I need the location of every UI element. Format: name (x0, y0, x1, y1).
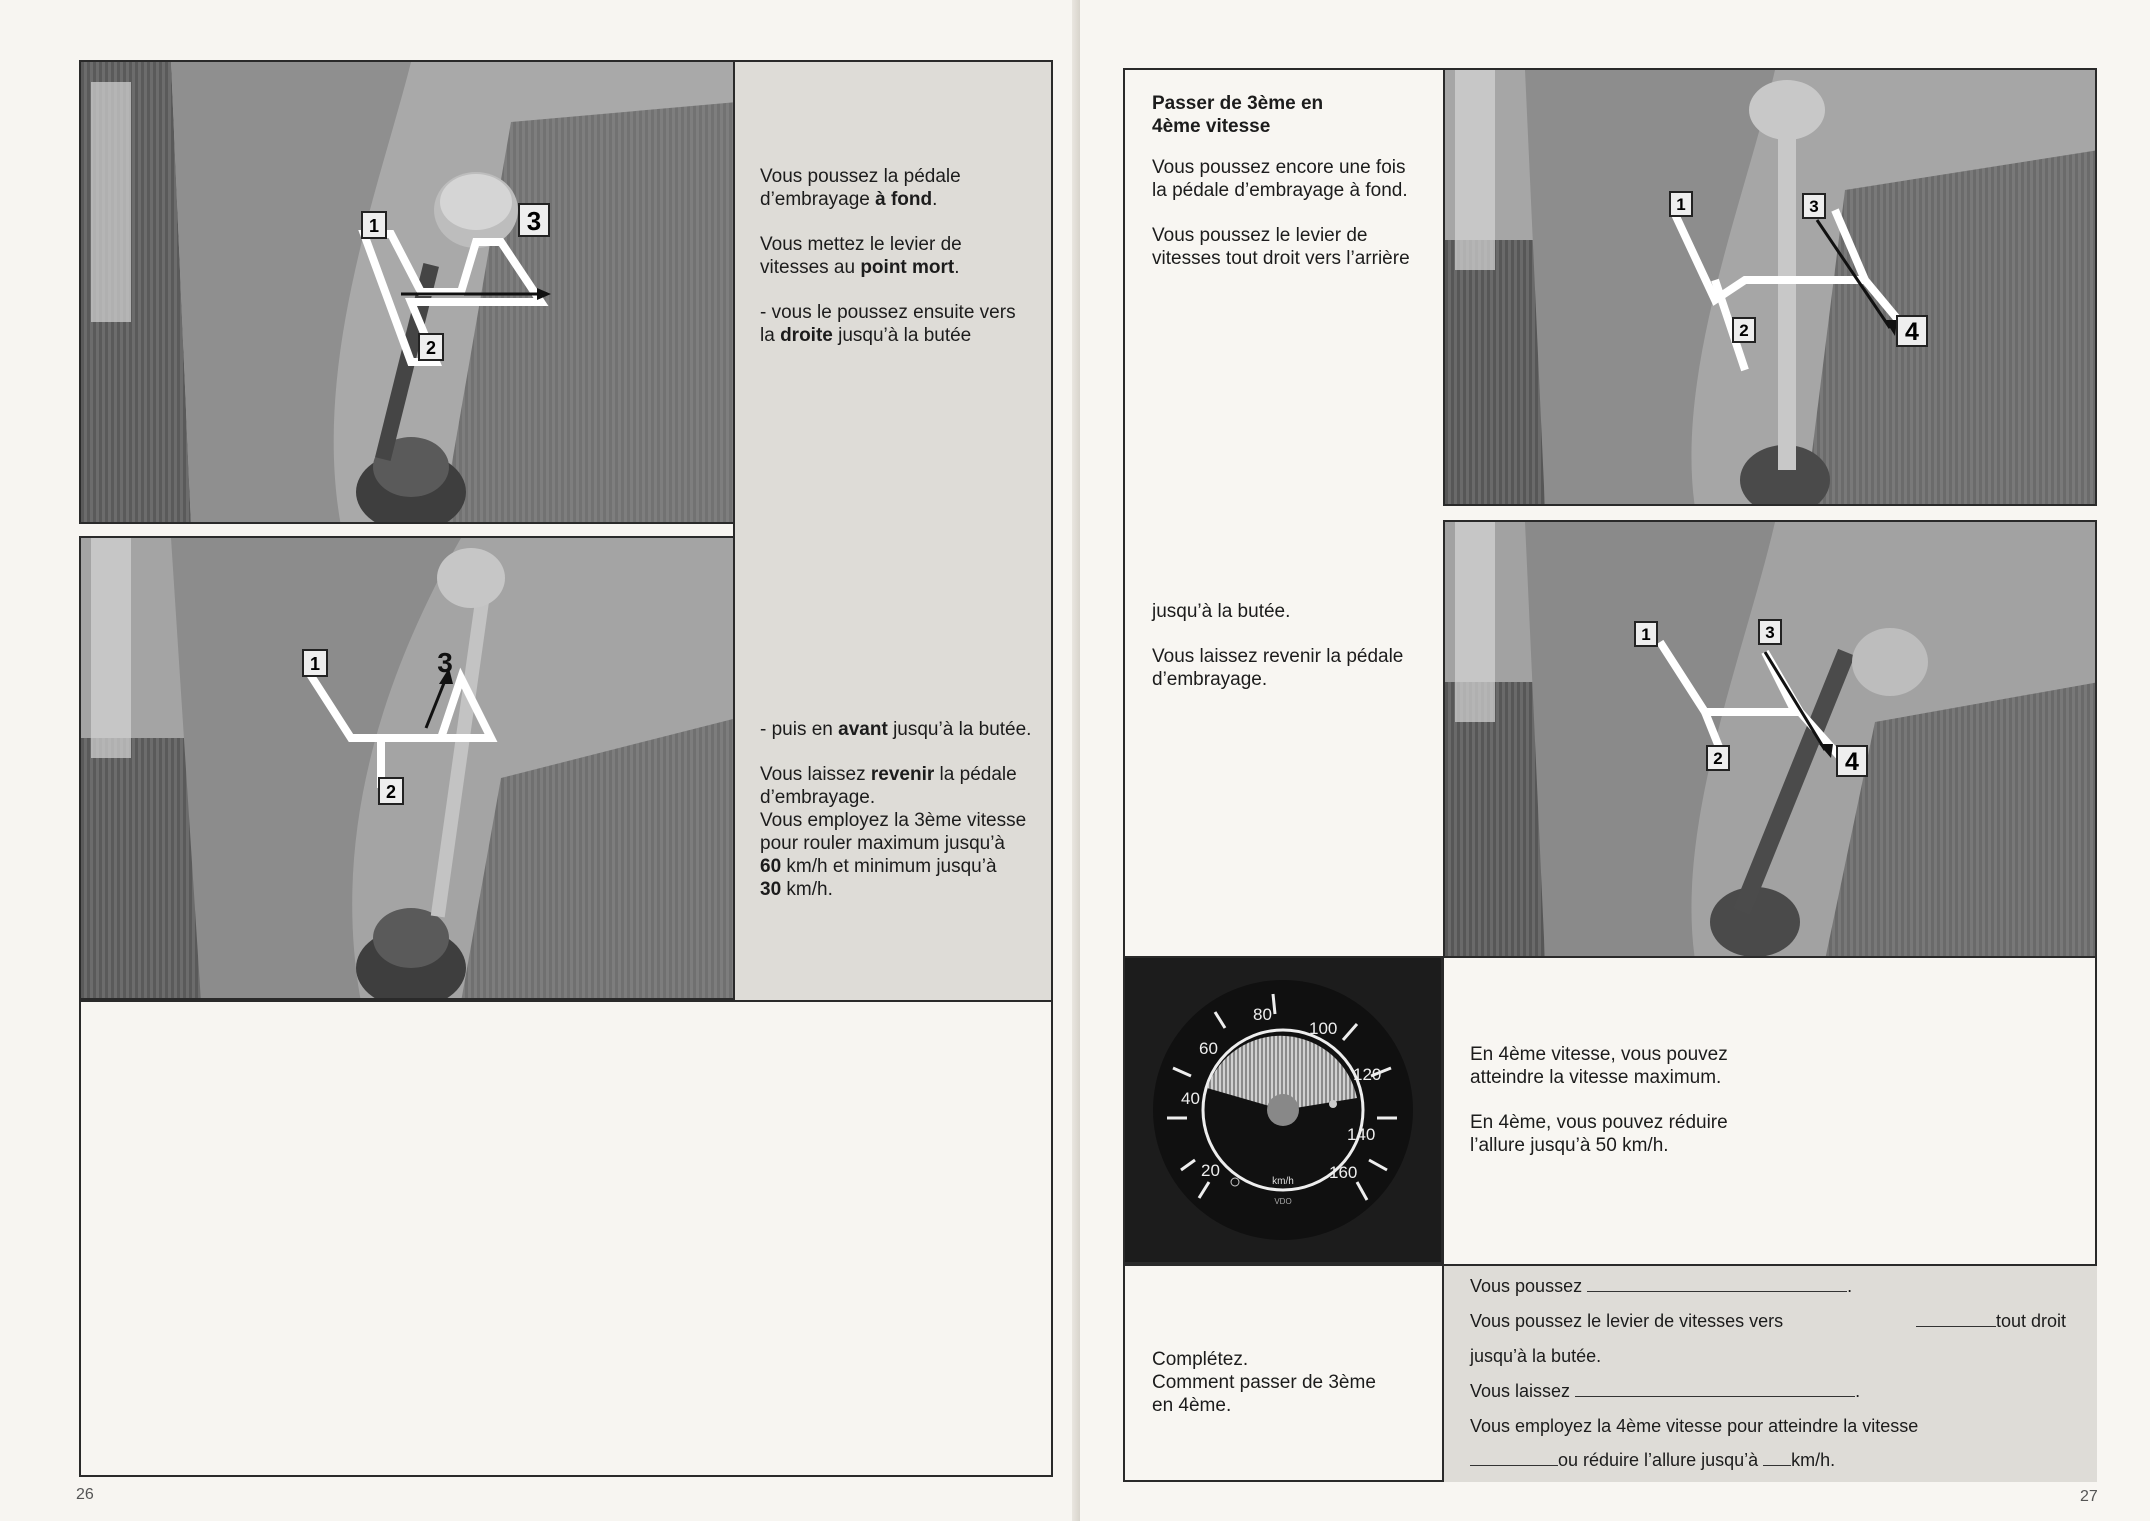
instruction-text-1 (760, 165, 1050, 369)
shift-label-3: 3 (437, 647, 453, 678)
exercise-row-1 (1470, 1275, 1852, 1297)
shift-label-2: 2 (425, 338, 437, 358)
shift-label-4: 4 (1905, 318, 1919, 346)
section-heading: Passer de 3ème en (1152, 93, 1324, 114)
bold-text: droite (780, 325, 833, 346)
gear-shift-photo-3 (1443, 68, 2097, 506)
speed-tick-label: 80 (1253, 1005, 1272, 1024)
text-line: Vous laissez revenir la pédale (1152, 646, 1404, 667)
text-line: Vous mettez le levier de (760, 234, 962, 255)
text-line: tout droit (1995, 1311, 2066, 1331)
text-line: km/h. (1791, 1450, 1836, 1470)
shift-label-3: 3 (1765, 623, 1775, 642)
divider (1442, 506, 2097, 520)
text-line: En 4ème vitesse, vous pouvez (1470, 1044, 1728, 1065)
gear-shift-illustration (81, 62, 735, 524)
fill-in-blank[interactable] (1470, 1451, 1558, 1466)
text-line: - vous le poussez ensuite vers (760, 302, 1016, 323)
gear-shift-illustration (1445, 522, 2097, 958)
shift-label-2: 2 (385, 782, 397, 802)
section-text-top (1152, 92, 1442, 292)
bold-text: avant (838, 719, 888, 740)
speed-tick-label: 20 (1201, 1161, 1220, 1180)
text-line: atteindre la vitesse maximum. (1470, 1067, 1722, 1088)
speed-unit: km/h (1272, 1176, 1294, 1187)
section-heading: 4ème vitesse (1152, 116, 1271, 137)
speed-tick-label: 120 (1353, 1065, 1382, 1084)
fill-in-blank[interactable] (1575, 1382, 1855, 1397)
text-line: vitesses tout droit vers l’arrière (1152, 248, 1410, 269)
text-line: ou réduire l’allure jusqu’à (1558, 1450, 1759, 1470)
shift-label-3: 3 (526, 206, 542, 236)
exercise-row-3 (1470, 1345, 1601, 1367)
text-line: pour rouler maximum jusqu’à (760, 833, 1005, 854)
text-line: Vous employez la 4ème vitesse pour atteindre la vitesse (1470, 1416, 1919, 1436)
text-line: la (760, 325, 781, 346)
shift-label-1: 1 (309, 654, 321, 674)
empty-content-area (79, 1000, 1053, 1477)
bold-text: point mort (860, 257, 955, 278)
gear-shift-photo-4 (1443, 520, 2097, 958)
text-line: jusqu’à la butée (832, 325, 972, 346)
shift-label-2: 2 (1739, 321, 1749, 340)
text-line: Complétez. (1152, 1349, 1249, 1370)
text-line: l’allure jusqu’à 50 km/h. (1470, 1135, 1669, 1156)
gear-shift-photo-1 (79, 60, 735, 524)
right-page (1080, 0, 2150, 1521)
text-line: Vous laissez (760, 764, 871, 785)
exercise-row-6 (1470, 1449, 1835, 1471)
text-line: Vous poussez la pédale (760, 166, 961, 187)
text-line: . (954, 257, 960, 278)
bold-text: 60 (760, 856, 782, 877)
text-line: la pédale (934, 764, 1017, 785)
text-line: . (932, 189, 938, 210)
text-line: - puis en (760, 719, 839, 740)
fill-in-blank[interactable] (1916, 1312, 1996, 1327)
speedometer-brand: VDO (1274, 1197, 1292, 1206)
gear-shift-illustration (81, 538, 735, 1000)
text-line: Vous laissez (1470, 1381, 1571, 1401)
text-line: Vous employez la 3ème vitesse (760, 810, 1027, 831)
text-line: jusqu’à la butée. (887, 719, 1032, 740)
speedometer-illustration (1125, 958, 1441, 1262)
shift-label-1: 1 (1676, 195, 1686, 214)
page-number: 27 (2080, 1488, 2098, 1505)
speedometer-panel (1123, 956, 1443, 1264)
gear-shift-illustration (1445, 70, 2097, 506)
shift-label-1: 1 (1641, 625, 1651, 644)
text-line: km/h et minimum jusqu’à (781, 856, 997, 877)
shift-label-2: 2 (1713, 749, 1723, 768)
text-line: En 4ème, vous pouvez réduire (1470, 1112, 1728, 1133)
text-line: jusqu’à la butée. (1152, 601, 1291, 622)
fill-in-blank[interactable] (1587, 1277, 1847, 1292)
fill-in-blank[interactable] (1763, 1451, 1791, 1466)
exercise-row-4 (1470, 1380, 1860, 1402)
shift-label-1: 1 (368, 216, 380, 236)
exercise-row-2 (1470, 1310, 2066, 1332)
text-line: Comment passer de 3ème (1152, 1372, 1376, 1393)
text-line: Vous poussez encore une fois (1152, 157, 1406, 178)
exercise-prompt (1152, 1348, 1432, 1417)
shift-label-4: 4 (1845, 748, 1859, 776)
page-number: 26 (76, 1486, 94, 1503)
section-text-middle (1152, 600, 1442, 713)
text-line: . (1847, 1276, 1853, 1296)
gear-shift-photo-2 (79, 536, 735, 1000)
text-line: vitesses au (760, 257, 861, 278)
speed-tick-label: 60 (1199, 1039, 1218, 1058)
text-line: Vous poussez (1470, 1276, 1583, 1296)
text-line: Vous poussez le levier de (1152, 225, 1368, 246)
text-line: Vous poussez le levier de vitesses vers (1470, 1311, 1784, 1331)
text-line: . (1855, 1381, 1861, 1401)
speed-tick-label: 40 (1181, 1089, 1200, 1108)
speed-tick-label: 100 (1309, 1019, 1338, 1038)
bold-text: revenir (870, 764, 935, 785)
speed-tick-label: 160 (1329, 1163, 1358, 1182)
bold-text: à fond (875, 189, 933, 210)
speed-tick-label: 140 (1347, 1125, 1376, 1144)
text-line: km/h. (781, 879, 833, 900)
text-line: en 4ème. (1152, 1395, 1232, 1416)
instruction-text-2 (760, 718, 1060, 923)
bold-text: 30 (760, 879, 782, 900)
text-line: jusqu’à la butée. (1470, 1346, 1602, 1366)
text-line: d’embrayage. (760, 787, 876, 808)
speed-text (1470, 1043, 1890, 1179)
text-line: la pédale d’embrayage à fond. (1152, 180, 1408, 201)
text-line: d’embrayage. (1152, 669, 1268, 690)
text-line: d’embrayage (760, 189, 876, 210)
shift-label-3: 3 (1809, 197, 1819, 216)
exercise-row-5 (1470, 1415, 2066, 1437)
